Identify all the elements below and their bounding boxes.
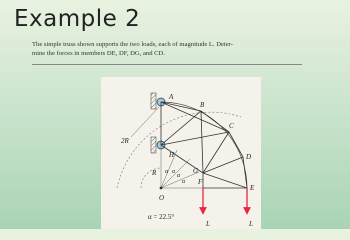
label-r: R bbox=[152, 169, 157, 177]
alpha-mark-3: α bbox=[177, 173, 181, 179]
problem-line-1: The simple truss shown supports the two loads, each of magnitude L. Deter- bbox=[32, 41, 233, 48]
label-h: H bbox=[169, 151, 175, 159]
label-e: E bbox=[250, 184, 255, 192]
label-d: D bbox=[246, 153, 252, 161]
label-g: G bbox=[193, 167, 199, 175]
problem-line-2: mine the forces in members DE, DF, DG, and CD. bbox=[32, 49, 165, 57]
label-a: A bbox=[169, 93, 174, 101]
label-o: O bbox=[159, 194, 165, 202]
label-2r: 2R bbox=[121, 137, 129, 145]
label-b: B bbox=[200, 101, 205, 109]
alpha-mark-1: α bbox=[165, 169, 169, 175]
alpha-mark-2: α bbox=[172, 169, 176, 175]
label-f: F bbox=[198, 178, 203, 186]
problem-statement bbox=[32, 41, 302, 58]
wall-support-top bbox=[151, 93, 156, 109]
dimension-2r-line bbox=[131, 107, 159, 137]
alpha-mark-4: α bbox=[182, 179, 186, 185]
load-label-left: L bbox=[206, 220, 210, 228]
truss-figure bbox=[101, 77, 261, 229]
inner-arc bbox=[141, 168, 161, 188]
alpha-note: α = 22.5° bbox=[148, 213, 175, 221]
label-c: C bbox=[229, 122, 234, 130]
center-o bbox=[160, 187, 163, 190]
divider bbox=[32, 64, 302, 65]
load-label-right: L bbox=[249, 220, 253, 228]
slide-title: Example 2 bbox=[14, 6, 141, 32]
wall-support-bottom bbox=[151, 137, 156, 153]
truss-diagram bbox=[101, 77, 261, 229]
